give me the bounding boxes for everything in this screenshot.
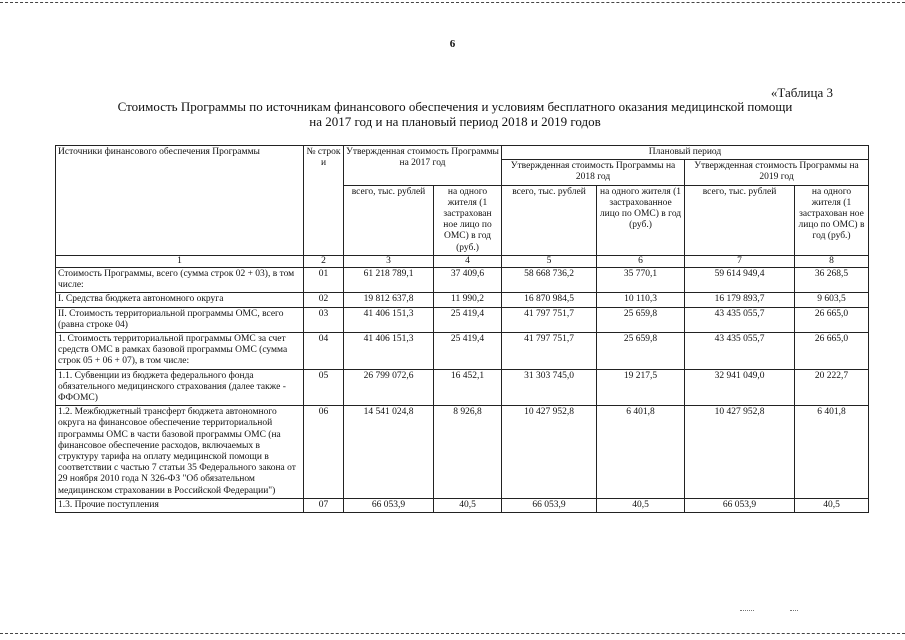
table-row	[56, 406, 869, 499]
top-scan-edge	[0, 2, 905, 3]
cell-per-capita-2017: 40,5	[434, 498, 502, 512]
cell-per-capita-2018: 40,5	[597, 498, 685, 512]
cell-total-2017: 26 799 072,6	[344, 369, 434, 406]
col-number: 8	[795, 255, 869, 267]
cell-total-2019: 32 941 049,0	[685, 369, 795, 406]
row-code: 05	[304, 369, 344, 406]
cell-per-capita-2019: 26 665,0	[795, 333, 869, 370]
row-label: 1. Стоимость территориальной программы ОМС за счет средств ОМС в рамках базовой программы ОМС (сумма строк 05 + 06 + 07), в том числе:	[56, 333, 304, 370]
column-number-row	[56, 255, 869, 267]
header-per-capita-2018: на одного жителя (1 застрахованное лицо по ОМС) в год (руб.)	[597, 185, 685, 255]
cell-total-2019: 10 427 952,8	[685, 406, 795, 499]
scan-speck	[740, 610, 754, 611]
table-row	[56, 333, 869, 370]
cell-per-capita-2017: 25 419,4	[434, 307, 502, 332]
cell-total-2019: 66 053,9	[685, 498, 795, 512]
header-approved-2018: Утвержденная стоимость Программы на 2018 год	[502, 160, 685, 185]
table-row	[56, 369, 869, 406]
header-per-capita-2017: на одного жителя (1 застрахован ное лицо по ОМС) в год (руб.)	[434, 185, 502, 255]
bottom-scan-edge	[0, 633, 905, 634]
cell-per-capita-2019: 26 665,0	[795, 307, 869, 332]
cell-total-2017: 41 406 151,3	[344, 333, 434, 370]
cell-total-2018: 10 427 952,8	[502, 406, 597, 499]
title-line-1: Стоимость Программы по источникам финансового обеспечения и условиям бесплатного оказания медицинской помощи	[117, 99, 793, 114]
col-number: 2	[304, 255, 344, 267]
col-number: 5	[502, 255, 597, 267]
header-planned-period: Плановый период	[502, 146, 869, 160]
col-number: 7	[685, 255, 795, 267]
table-row	[56, 293, 869, 307]
row-code: 07	[304, 498, 344, 512]
header-row-no: № строк и	[304, 146, 344, 256]
row-code: 03	[304, 307, 344, 332]
cell-per-capita-2019: 40,5	[795, 498, 869, 512]
cell-total-2019: 43 435 055,7	[685, 307, 795, 332]
cell-total-2018: 31 303 745,0	[502, 369, 597, 406]
cell-total-2019: 16 179 893,7	[685, 293, 795, 307]
page-title	[60, 99, 850, 129]
header-total-2019: всего, тыс. рублей	[685, 185, 795, 255]
cell-per-capita-2017: 16 452,1	[434, 369, 502, 406]
table-caption: «Таблица 3	[770, 85, 833, 100]
row-code: 02	[304, 293, 344, 307]
scan-speck	[790, 610, 798, 611]
header-approved-2019: Утвержденная стоимость Программы на 2019 год	[685, 160, 869, 185]
cell-total-2018: 58 668 736,2	[502, 268, 597, 293]
cell-per-capita-2019: 9 603,5	[795, 293, 869, 307]
title-line-2: на 2017 год и на плановый период 2018 и 2019 годов	[309, 114, 601, 129]
row-label: 1.1. Субвенции из бюджета федерального фонда обязательного медицинского страхования (далее также - ФФОМС)	[56, 369, 304, 406]
row-code: 06	[304, 406, 344, 499]
cell-total-2018: 66 053,9	[502, 498, 597, 512]
cell-total-2017: 14 541 024,8	[344, 406, 434, 499]
row-label: 1.3. Прочие поступления	[56, 498, 304, 512]
header-total-2017: всего, тыс. рублей	[344, 185, 434, 255]
cell-total-2017: 66 053,9	[344, 498, 434, 512]
header-approved-2017: Утвержденная стоимость Программы на 2017 год	[344, 146, 502, 186]
row-code: 01	[304, 268, 344, 293]
table-row	[56, 498, 869, 512]
col-number: 1	[56, 255, 304, 267]
header-source: Источники финансового обеспечения Программы	[56, 146, 304, 256]
page-number: 6	[449, 38, 456, 50]
cell-per-capita-2017: 11 990,2	[434, 293, 502, 307]
header-per-capita-2019: на одного жителя (1 застрахован ное лицо по ОМС) в год (руб.)	[795, 185, 869, 255]
cell-per-capita-2017: 37 409,6	[434, 268, 502, 293]
cell-per-capita-2018: 10 110,3	[597, 293, 685, 307]
table-row	[56, 268, 869, 293]
cell-per-capita-2019: 6 401,8	[795, 406, 869, 499]
header-total-2018: всего, тыс. рублей	[502, 185, 597, 255]
cell-total-2019: 43 435 055,7	[685, 333, 795, 370]
cell-per-capita-2018: 6 401,8	[597, 406, 685, 499]
cell-per-capita-2019: 20 222,7	[795, 369, 869, 406]
cell-total-2017: 41 406 151,3	[344, 307, 434, 332]
row-label: Стоимость Программы, всего (сумма строк 02 + 03), в том числе:	[56, 268, 304, 293]
cell-total-2018: 41 797 751,7	[502, 333, 597, 370]
cell-per-capita-2017: 8 926,8	[434, 406, 502, 499]
cell-per-capita-2018: 25 659,8	[597, 333, 685, 370]
financing-table	[55, 145, 869, 513]
col-number: 4	[434, 255, 502, 267]
row-label: I. Средства бюджета автономного округа	[56, 293, 304, 307]
row-code: 04	[304, 333, 344, 370]
row-label: 1.2. Межбюджетный трансферт бюджета автономного округа на финансовое обеспечение территориальной программы ОМС в части базовой программы ОМС (на финансовое обеспечение расходов, включаемых в структуру тарифа на оплату медицинской помощи в соответствии с частью 7 статьи 35 Федерального закона от 29 ноября 2010 года N 326-ФЗ "Об обязательном медицинском страховании в Российской Федерации")	[56, 406, 304, 499]
cell-per-capita-2018: 35 770,1	[597, 268, 685, 293]
row-label: II. Стоимость территориальной программы ОМС, всего (равна строке 04)	[56, 307, 304, 332]
cell-total-2019: 59 614 949,4	[685, 268, 795, 293]
table-row	[56, 307, 869, 332]
cell-total-2017: 61 218 789,1	[344, 268, 434, 293]
cell-total-2017: 19 812 637,8	[344, 293, 434, 307]
cell-per-capita-2018: 19 217,5	[597, 369, 685, 406]
col-number: 6	[597, 255, 685, 267]
header-row-1	[56, 146, 869, 160]
cell-per-capita-2018: 25 659,8	[597, 307, 685, 332]
cell-per-capita-2019: 36 268,5	[795, 268, 869, 293]
col-number: 3	[344, 255, 434, 267]
cell-total-2018: 16 870 984,5	[502, 293, 597, 307]
cell-total-2018: 41 797 751,7	[502, 307, 597, 332]
cell-per-capita-2017: 25 419,4	[434, 333, 502, 370]
